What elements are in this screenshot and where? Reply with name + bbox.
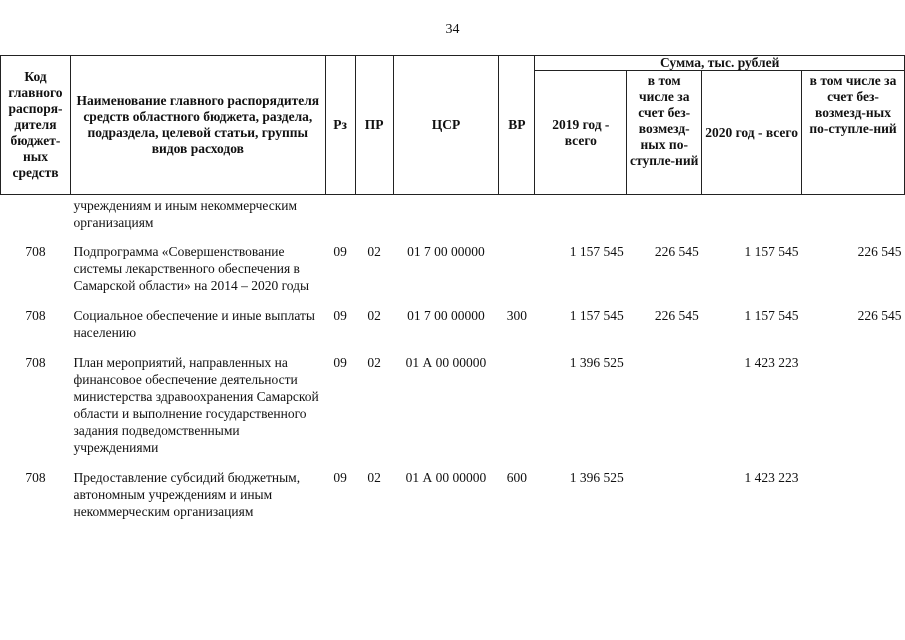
header-2019-gratuitous: в том числе за счет без-возмезд-ных по-ступле-ний (627, 71, 702, 195)
header-name: Наименование главного распорядителя средств областного бюджета, раздела, подраздела, целевой статьи, группы видов расходов (70, 56, 325, 195)
row-vr: 300 (506, 308, 528, 323)
row-rz: 09 (333, 470, 347, 485)
row-2020-gratuitous (802, 354, 905, 469)
row-csr: 01 7 00 00000 (407, 308, 485, 323)
row-2020-gratuitous: 226 545 (857, 308, 902, 323)
header-sum: Сумма, тыс. рублей (535, 56, 905, 71)
budget-table (0, 55, 905, 533)
header-pr: ПР (355, 56, 393, 195)
row-pr: 02 (367, 244, 381, 259)
header-2020-gratuitous: в том числе за счет без-возмезд-ных по-ступле-ний (802, 71, 905, 195)
header-code: Код главного распоря-дителя бюджет-ных средств (1, 56, 71, 195)
header-rz: Рз (325, 56, 355, 195)
row-2019-gratuitous: 226 545 (654, 308, 699, 323)
row-2020-total: 1 157 545 (744, 244, 799, 259)
continuation-name: учреждениям и иным некоммерческим организациям (73, 198, 298, 230)
row-2019-gratuitous (627, 469, 702, 533)
table-row (1, 469, 905, 533)
row-csr: 01 А 00 00000 (405, 355, 487, 370)
row-2019-gratuitous: 226 545 (654, 244, 699, 259)
table-row (1, 354, 905, 469)
row-2020-total: 1 423 223 (744, 470, 799, 485)
row-2020-gratuitous (802, 469, 905, 533)
row-name: Предоставление субсидий бюджетным, автономным учреждениям и иным некоммерческим организациям (73, 470, 301, 519)
row-name: Подпрограмма «Совершенствование системы лекарственного обеспечения в Самарской области» на 2014 – 2020 годы (73, 244, 310, 293)
row-name: План мероприятий, направленных на финансовое обеспечение деятельности министерства здравоохранения Самарской области и выполнение государственного задания подведомственными учреждениями (73, 355, 319, 455)
row-rz: 09 (333, 244, 347, 259)
row-pr: 02 (367, 355, 381, 370)
row-csr: 01 7 00 00000 (407, 244, 485, 259)
page-number: 34 (445, 22, 460, 37)
row-code: 708 (25, 308, 46, 323)
row-vr (499, 354, 535, 469)
row-2020-total: 1 423 223 (744, 355, 799, 370)
row-name: Социальное обеспечение и иные выплаты населению (73, 308, 315, 340)
table-row (1, 307, 905, 354)
row-rz: 09 (333, 355, 347, 370)
row-2019-total: 1 157 545 (569, 244, 624, 259)
continuation-row (1, 195, 905, 244)
row-code: 708 (25, 244, 46, 259)
row-code: 708 (25, 355, 46, 370)
row-2019-total: 1 157 545 (569, 308, 624, 323)
row-pr: 02 (367, 308, 381, 323)
header-vr: ВР (499, 56, 535, 195)
row-2019-gratuitous (627, 354, 702, 469)
table-row (1, 243, 905, 307)
row-2020-total: 1 157 545 (744, 308, 799, 323)
row-csr: 01 А 00 00000 (405, 470, 487, 485)
row-code: 708 (25, 470, 46, 485)
row-2019-total: 1 396 525 (569, 470, 624, 485)
header-csr: ЦСР (393, 56, 499, 195)
row-vr: 600 (506, 470, 528, 485)
header-2019-total: 2019 год - всего (535, 71, 627, 195)
row-vr (499, 243, 535, 307)
row-2019-total: 1 396 525 (569, 355, 624, 370)
row-pr: 02 (367, 470, 381, 485)
row-2020-gratuitous: 226 545 (857, 244, 902, 259)
header-2020-total: 2020 год - всего (702, 71, 802, 195)
row-rz: 09 (333, 308, 347, 323)
